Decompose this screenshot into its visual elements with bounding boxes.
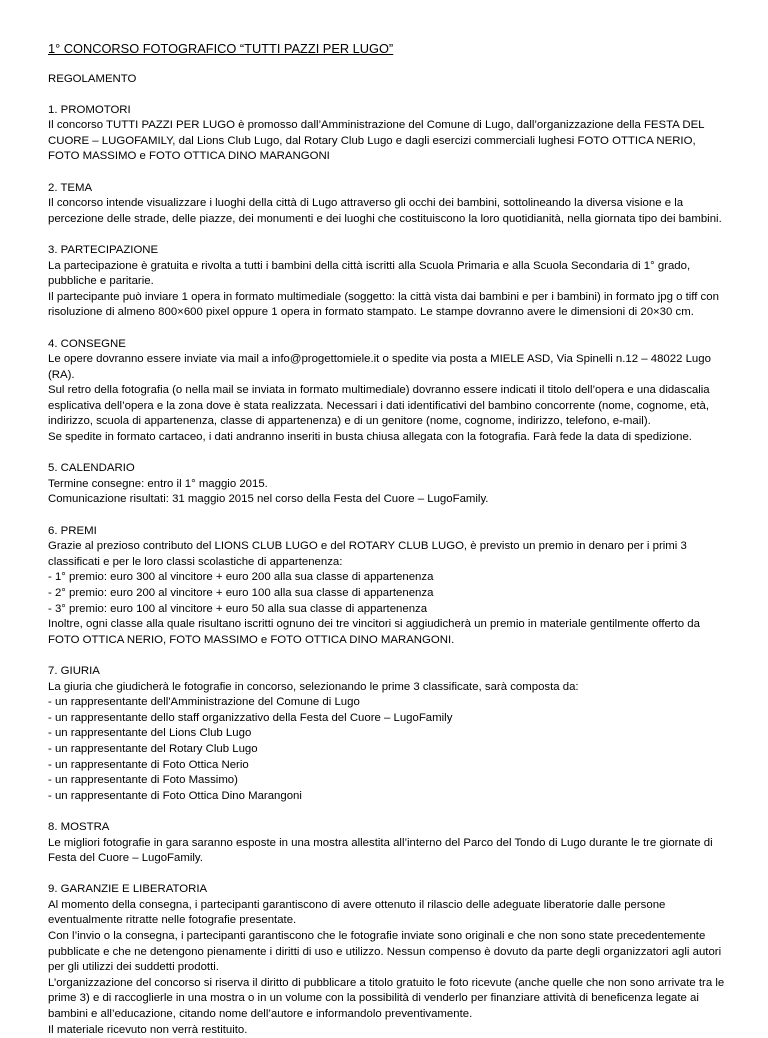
section-body bbox=[48, 477, 728, 508]
section-body bbox=[48, 196, 728, 227]
body-line: Il materiale ricevuto non verrà restituito. bbox=[48, 1023, 248, 1036]
section-heading: 6. PREMI bbox=[48, 524, 97, 537]
body-line: Il concorso intende visualizzare i luoghi della città di Lugo attraverso gli occhi dei bambini, sottolineando la diversa visione e la percezione delle strade, delle piazze, dei monumenti e dei luoghi che costituiscono la loro quotidianità, nella giornata tipo dei bambini. bbox=[48, 197, 722, 225]
document-title: 1° CONCORSO FOTOGRAFICO “TUTTI PAZZI PER LUGO” bbox=[48, 41, 394, 56]
body-line: La giuria che giudicherà le fotografie in concorso, selezionando le prime 3 classificate, sarà composta da: bbox=[48, 680, 579, 693]
body-line: - un rappresentante del Lions Club Lugo bbox=[48, 727, 252, 740]
body-line: La partecipazione è gratuita e rivolta a tutti i bambini della città iscritti alla Scuola Primaria e alla Scuola Secondaria di 1° grado, pubbliche e paritarie. bbox=[48, 259, 691, 288]
body-line: - un rappresentante di Foto Ottica Nerio bbox=[48, 758, 249, 771]
body-line: Inoltre, ogni classe alla quale risultano iscritti ognuno dei tre vincitori si aggiudicherà un premio in materiale gentilmente offerto da FOTO OTTICA NERIO, FOTO MASSIMO e FOTO OTTICA DINO MARANGONI. bbox=[48, 618, 700, 646]
body-line: - 1° premio: euro 300 al vincitore + euro 200 alla sua classe di appartenenza bbox=[48, 571, 434, 584]
body-line: Con l’invio o la consegna, i partecipanti garantiscono che le fotografie inviate sono originali e che non sono state precedentemente pubblicate e che ne detengono pienamente i diritti di uso e utilizzo. Nessun compenso è dovuto da parte degli organizzatori agli autori per gli utilizzi dei suddetti prodotti. bbox=[48, 930, 722, 974]
section-body bbox=[48, 352, 728, 446]
body-line: Comunicazione risultati: 31 maggio 2015 nel corso della Festa del Cuore – LugoFamily. bbox=[48, 493, 489, 506]
section-body bbox=[48, 259, 728, 321]
section-body bbox=[48, 118, 728, 165]
section-body bbox=[48, 836, 728, 867]
body-line: Il partecipante può inviare 1 opera in formato multimediale (soggetto: la città vista dai bambini e per i bambini) in formato jpg o tiff con risoluzione di almeno 800×600 pixel oppure 1 opera in formato stampato. Le stampe dovranno avere le dimensioni di 20×30 cm. bbox=[48, 290, 719, 319]
body-line: - un rappresentante di Foto Massimo) bbox=[48, 774, 238, 787]
section-heading: 5. CALENDARIO bbox=[48, 462, 135, 475]
body-line: Al momento della consegna, i partecipanti garantiscono di avere ottenuto il rilascio delle adeguate liberatorie dalle persone eventualmente ritratte nelle fotografie presentate. bbox=[48, 898, 666, 927]
body-line: - un rappresentante dello staff organizzativo della Festa del Cuore – LugoFamily bbox=[48, 711, 453, 724]
body-line: Se spedite in formato cartaceo, i dati andranno inseriti in busta chiusa allegata con la fotografia. Farà fede la data di spedizione. bbox=[48, 431, 692, 444]
section-heading: 4. CONSEGNE bbox=[48, 337, 126, 350]
body-line: Le opere dovranno essere inviate via mail a info@progettomiele.it o spedite via posta a MIELE ASD, Via Spinelli n.12 – 48022 Lugo (RA). bbox=[48, 353, 711, 381]
section bbox=[48, 524, 728, 649]
section bbox=[48, 103, 728, 165]
section bbox=[48, 664, 728, 804]
section-body bbox=[48, 680, 728, 805]
section-heading: 1. PROMOTORI bbox=[48, 103, 131, 116]
body-line: - un rappresentante del Rotary Club Lugo bbox=[48, 742, 258, 755]
section bbox=[48, 243, 728, 321]
body-line: Sul retro della fotografia (o nella mail se inviata in formato multimediale) dovranno essere indicati il titolo dell’opera e una didascalia esplicativa dell’opera e la zona dove è stata realizzata. Necessari i dati identificativi del bambino concorrente (nome, cognome, età, indirizzo, scuola di appartenenza, classe di appartenenza) e di un genitore (nome, cognome, indirizzo, telefono, e-mail). bbox=[48, 384, 710, 428]
sections-container bbox=[48, 103, 728, 1038]
section bbox=[48, 337, 728, 446]
document-subtitle: REGOLAMENTO bbox=[48, 73, 137, 85]
section bbox=[48, 882, 728, 1038]
body-line: - un rappresentante di Foto Ottica Dino Marangoni bbox=[48, 789, 302, 802]
body-line: - 3° premio: euro 100 al vincitore + euro 50 alla sua classe di appartenenza bbox=[48, 602, 428, 615]
body-line: L’organizzazione del concorso si riserva il diritto di pubblicare a titolo gratuito le foto ricevute (anche quelle che non sono arrivate tra le prime 3) e di raccoglierle in una mostra o in un volume con la possibilità di venderlo per finanziare attività di beneficenza legate ai bambini e all’educazione, citando nome dell’autore e informandolo preventivamente. bbox=[48, 976, 725, 1021]
section bbox=[48, 461, 728, 508]
body-line: - 2° premio: euro 200 al vincitore + euro 100 alla sua classe di appartenenza bbox=[48, 587, 434, 599]
section-body bbox=[48, 898, 728, 1038]
body-line: Le migliori fotografie in gara saranno esposte in una mostra allestita all’interno del Parco del Tondo di Lugo durante le tre giornate di Festa del Cuore – LugoFamily. bbox=[48, 836, 713, 865]
section-heading: 9. GARANZIE E LIBERATORIA bbox=[48, 883, 208, 896]
section-heading: 7. GIURIA bbox=[48, 664, 100, 677]
section-heading: 8. MOSTRA bbox=[48, 820, 110, 833]
section-heading: 2. TEMA bbox=[48, 181, 93, 194]
body-line: Il concorso TUTTI PAZZI PER LUGO è promosso dall’Amministrazione del Comune di Lugo, dall’organizzazione della FESTA DEL CUORE – LUGOFAMILY, dal Lions Club Lugo, dal Rotary Club Lugo e dagli esercizi commerciali lughesi FOTO OTTICA NERIO, FOTO MASSIMO e FOTO OTTICA DINO MARANGONI bbox=[48, 119, 705, 163]
section bbox=[48, 181, 728, 228]
body-line: Grazie al prezioso contributo del LIONS CLUB LUGO e del ROTARY CLUB LUGO, è previsto un premio in denaro per i primi 3 classificati e per le loro classi scolastiche di appartenenza: bbox=[48, 540, 687, 568]
section bbox=[48, 820, 728, 867]
section-heading: 3. PARTECIPAZIONE bbox=[48, 243, 159, 256]
body-line: - un rappresentante dell'Amministrazione del Comune di Lugo bbox=[48, 696, 360, 709]
section-body bbox=[48, 539, 728, 648]
body-line: Termine consegne: entro il 1° maggio 2015. bbox=[48, 477, 268, 490]
